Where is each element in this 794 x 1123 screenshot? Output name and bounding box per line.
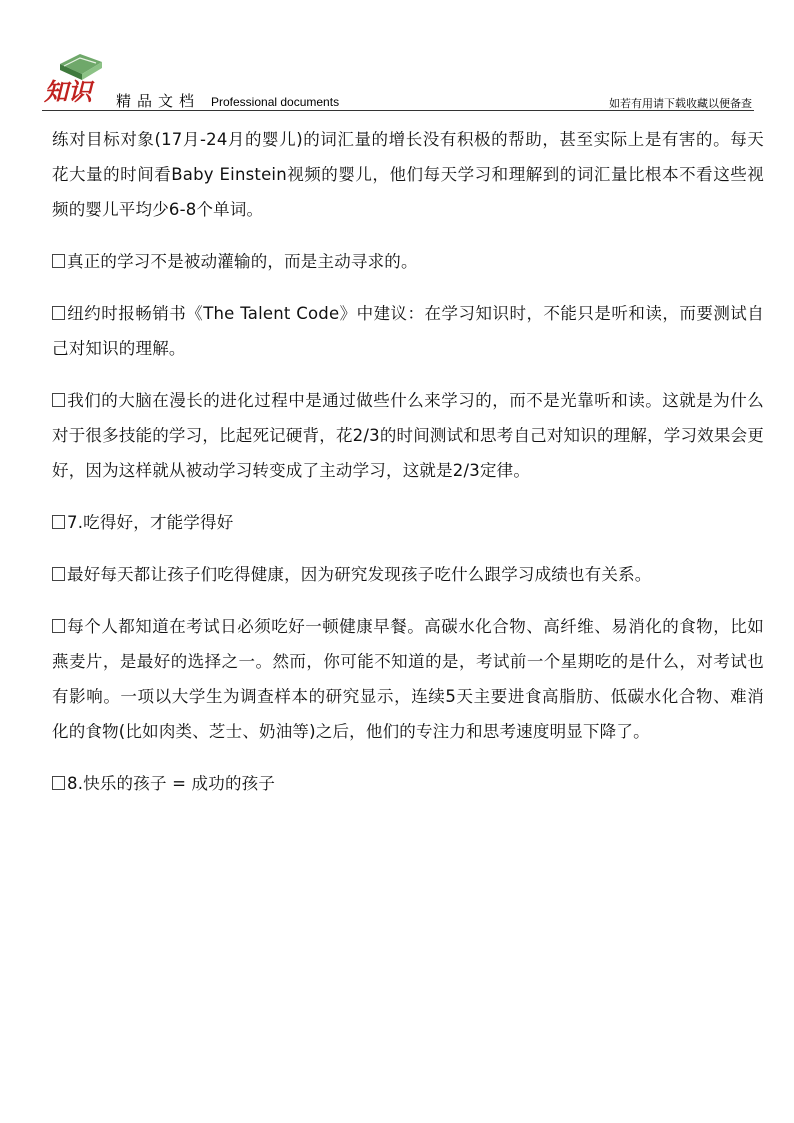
paragraph-text: 7.吃得好，才能学得好 [67,513,234,532]
section-heading-8 [52,766,764,801]
bullet-box-icon [52,515,65,529]
bullet-box-icon [52,567,65,581]
bullet-box-icon [52,776,65,790]
paragraph-7 [52,609,764,749]
paragraph-3 [52,296,764,366]
paragraph-text: 每个人都知道在考试日必须吃好一顿健康早餐。高碳水化合物、高纤维、易消化的食物，比如燕麦片，是最好的选择之一。然而，你可能不知道的是，考试前一个星期吃的是什么，对考试也有影响。一项以大学生为调查样本的研究显示，连续5天主要进食高脂肪、低碳水化合物、难消化的食物(比如肉类、芝士、奶油等)之后，他们的专注力和思考速度明显下降了。 [52,617,764,741]
bullet-box-icon [52,619,65,633]
paragraph-1 [52,122,764,227]
paragraph-2 [52,244,764,279]
paragraph-text: 8.快乐的孩子 = 成功的孩子 [67,774,276,793]
brand-subtitle: Professional documents [211,95,340,109]
brand-title: 精品文档 [116,92,201,110]
knowledge-logo [42,50,106,108]
logo-text: 知识 [44,77,92,106]
bullet-box-icon [52,393,65,407]
paragraph-4 [52,383,764,488]
section-heading-7 [52,505,764,540]
header-note: 如若有用请下载收藏以便备查 [609,97,752,110]
paragraph-6 [52,557,764,592]
header-divider [42,110,754,111]
bullet-box-icon [52,306,65,320]
paragraph-text: 纽约时报畅销书《The Talent Code》中建议：在学习知识时，不能只是听和读，而要测试自己对知识的理解。 [52,304,764,358]
paragraph-text: 最好每天都让孩子们吃得健康，因为研究发现孩子吃什么跟学习成绩也有关系。 [67,565,652,584]
paragraph-text: 真正的学习不是被动灌输的，而是主动寻求的。 [67,252,418,271]
page-header [0,0,794,112]
paragraph-text: 练对目标对象(17月-24月的婴儿)的词汇量的增长没有积极的帮助，甚至实际上是有害的。每天花大量的时间看Baby Einstein视频的婴儿，他们每天学习和理解到的词汇量比根本不看这些视频的婴儿平均少6-8个单词。 [52,130,764,219]
bullet-box-icon [52,254,65,268]
paragraph-text: 我们的大脑在漫长的进化过程中是通过做些什么来学习的，而不是光靠听和读。这就是为什么对于很多技能的学习，比起死记硬背，花2/3的时间测试和思考自己对知识的理解，学习效果会更好，因为这样就从被动学习转变成了主动学习，这就是2/3定律。 [52,391,764,480]
document-body [52,122,764,818]
